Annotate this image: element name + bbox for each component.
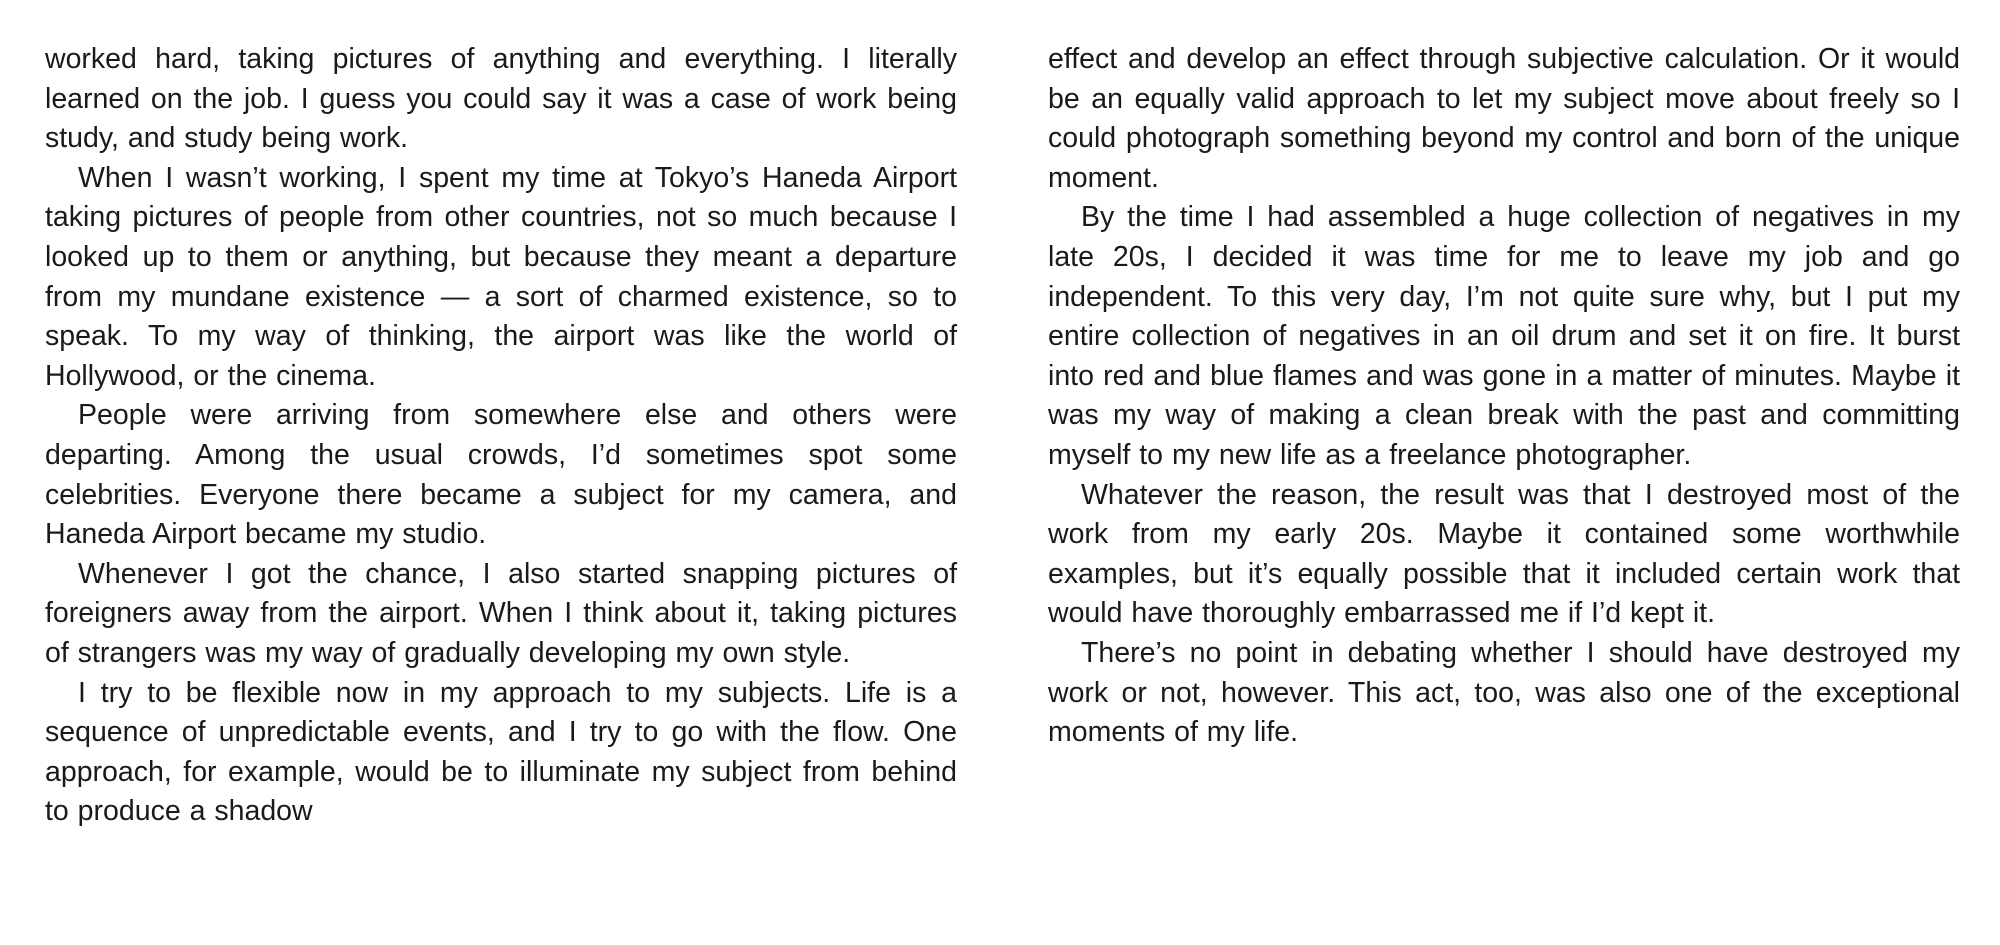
text-column-left [45,40,957,832]
paragraph: effect and develop an effect through subjective calculation. Or it would be an equally valid approach to let my subject move about freely so I could photograph something beyond my control and born of the unique moment. [1048,43,1960,194]
paragraph: worked hard, taking pictures of anything and everything. I literally learned on the job. I guess you could say it was a case of work being study, and study being work. [45,43,957,155]
paragraph: When I wasn’t working, I spent my time at Tokyo’s Haneda Airport taking pictures of people from other countries, not so much because I looked up to them or anything, but because they meant a departure from my mundane existence — a sort of charmed existence, so to speak. To my way of thinking, the airport was like the world of Hollywood, or the cinema. [45,161,957,392]
paragraph: Whenever I got the chance, I also started snapping pictures of foreigners away from the airport. When I think about it, taking pictures of strangers was my way of gradually developing my own style. [45,557,957,669]
text-column-right [1048,40,1960,753]
paragraph: I try to be flexible now in my approach to my subjects. Life is a sequence of unpredictable events, and I try to go with the flow. One approach, for example, would be to illuminate my subject from behind to produce a shadow [45,676,957,828]
paragraph: People were arriving from somewhere else and others were departing. Among the usual crowds, I’d sometimes spot some celebrities. Everyone there became a subject for my camera, and Haneda Airport became my studio. [45,399,957,551]
paragraph: By the time I had assembled a huge collection of negatives in my late 20s, I decided it was time for me to leave my job and go independent. To this very day, I’m not quite sure why, but I put my entire collection of negatives in an oil drum and set it on fire. It burst into red and blue flames and was gone in a matter of minutes. Maybe it was my way of making a clean break with the past and committing myself to my new life as a freelance photographer. [1048,201,1960,471]
paragraph: Whatever the reason, the result was that I destroyed most of the work from my early 20s. Maybe it contained some worthwhile examples, but it’s equally possible that it included certain work that would have thoroughly embarrassed me if I’d kept it. [1048,478,1960,630]
paragraph: There’s no point in debating whether I should have destroyed my work or not, however. This act, too, was also one of the exceptional moments of my life. [1048,636,1960,749]
